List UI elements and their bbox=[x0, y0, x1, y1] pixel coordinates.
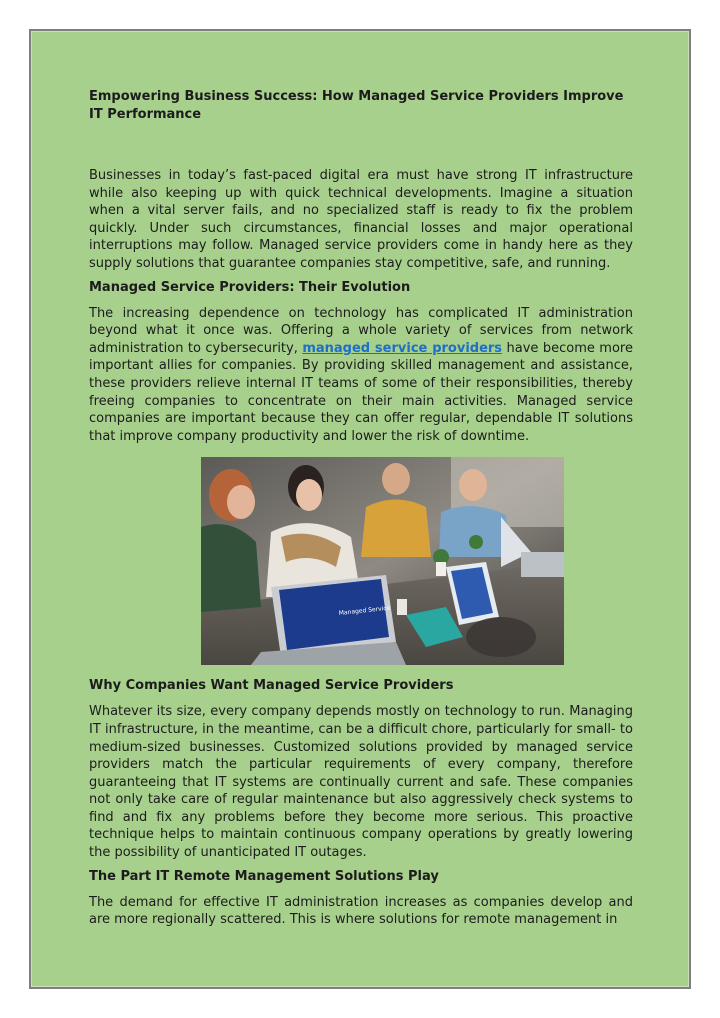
managed-service-providers-link[interactable]: managed service providers bbox=[302, 340, 503, 356]
document-page bbox=[29, 29, 691, 989]
evolution-paragraph bbox=[89, 305, 633, 446]
section-heading-remote-management: The Part IT Remote Management Solutions Play bbox=[89, 868, 439, 884]
section-heading-evolution: Managed Service Providers: Their Evolution bbox=[89, 279, 411, 295]
laptop-screen-text: Managed Service bbox=[338, 604, 391, 618]
evolution-text-end: have become more important allies for companies. By providing skilled management and assistance, these providers relieve internal IT teams of some of their responsibilities, thereby freeing companies to concentrate on their main activities. Managed service companies are important because they can offer regular, dependable IT solutions that improve company productivity and lower the risk of downtime. bbox=[89, 340, 633, 444]
team-meeting-photo bbox=[201, 457, 564, 665]
remote-management-paragraph: The demand for effective IT administration increases as companies develop and are more regionally scattered. This is where solutions for remote management in bbox=[89, 894, 633, 928]
evolution-text-start: The increasing dependence on technology has complicated IT administration beyond what it once was. Offering a whole variety of services from network administration to cybersecurity, bbox=[89, 305, 633, 356]
section-heading-why-companies: Why Companies Want Managed Service Providers bbox=[89, 678, 454, 694]
intro-paragraph: Businesses in today’s fast-paced digital era must have strong IT infrastructure while also keeping up with quick technical developments. Imagine a situation when a vital server fails, and no specialized staff is ready to fix the problem quickly. Under such circumstances, financial losses and major operational interruptions may follow. Managed service providers come in handy here as they supply solutions that guarantee companies stay competitive, safe, and running. bbox=[89, 168, 633, 271]
why-companies-paragraph: Whatever its size, every company depends mostly on technology to run. Managing IT infrastructure, in the meantime, can be a difficult chore, particularly for small- to medium-sized businesses. Customized solutions provided by managed service providers match the particular requirements of every company, therefore guaranteeing that IT systems are continually current and safe. These companies not only take care of regular maintenance but also aggressively check systems to find and fix any problems before they become more serious. This proactive technique helps to maintain continuous company operations by greatly lowering the possibility of unanticipated IT outages. bbox=[89, 704, 633, 861]
document-title: Empowering Business Success: How Managed Service Providers Improve IT Performance bbox=[89, 89, 624, 122]
document-content bbox=[89, 88, 633, 935]
